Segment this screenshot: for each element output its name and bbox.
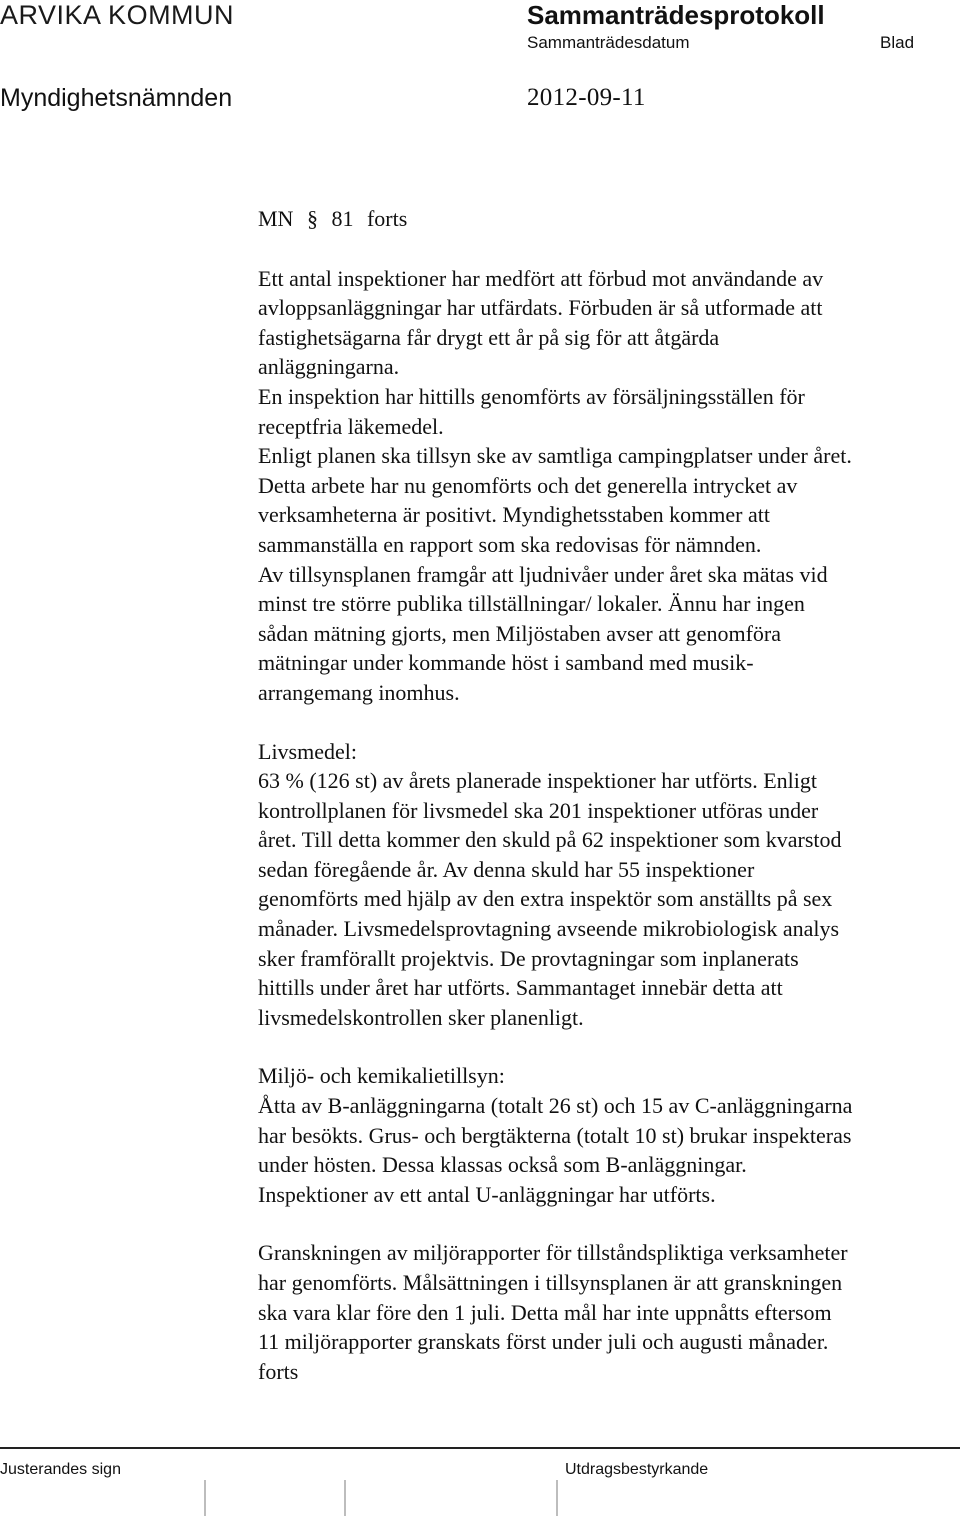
paragraph-symbol: § — [306, 206, 318, 231]
text-line: Inspektioner av ett antal U-anläggningar har utförts. — [258, 1181, 716, 1207]
certified-extract-label: Utdragsbestyrkande — [565, 1461, 709, 1478]
signature-box-divider — [556, 1480, 558, 1516]
text-line: har genomförts. Målsättningen i tillsynsplanen är att granskningen — [258, 1270, 843, 1295]
text-line: sammanställa en rapport som ska redovisas för nämnden. — [258, 531, 762, 557]
text-line: arrangemang inomhus. — [258, 679, 460, 705]
text-line: sker framförallt projektvis. De provtagningar som inplanerats — [258, 945, 799, 971]
text-line: En inspektion har hittills genomförts av försäljningsställen för — [258, 383, 805, 409]
text-line: anläggningarna. — [258, 354, 400, 380]
text-line: ska vara klar före den 1 juli. Detta mål har inte uppnåtts eftersom — [258, 1299, 832, 1325]
adjusters-sign-label: Justerandes sign — [0, 1461, 121, 1478]
section-reference — [258, 204, 958, 234]
text-line: kontrollplanen för livsmedel ska 201 inspektioner utföras under — [258, 797, 819, 823]
text-line: Detta arbete har nu genomförts och det generella intrycket av — [258, 472, 798, 498]
section-prefix: MN — [258, 206, 294, 231]
text-line: har besökts. Grus- och bergtäkterna (totalt 10 st) brukar inspekteras — [258, 1122, 852, 1148]
text-line: sådan mätning gjorts, men Miljöstaben avser att genomföra — [258, 620, 781, 646]
livsmedel-section — [258, 737, 958, 1033]
committee-name: Myndighetsnämnden — [0, 84, 233, 112]
inspection-paragraph — [258, 264, 958, 708]
text-line: 63 % (126 st) av årets planerade inspektioner har utförts. Enligt — [258, 768, 818, 794]
signature-box-divider — [344, 1480, 346, 1516]
text-line: mätningar under kommande höst i samband med musik- — [258, 650, 754, 676]
text-line: livsmedelskontrollen sker planenligt. — [258, 1004, 584, 1030]
text-line: under hösten. Dessa klassas också som B-anläggningar. — [258, 1152, 747, 1178]
meeting-date: 2012-09-11 — [527, 84, 646, 111]
text-line: fastighetsägarna får drygt ett år på sig för att åtgärda — [258, 324, 720, 350]
text-line: minst tre större publika tillställningar/ lokaler. Ännu har ingen — [258, 591, 805, 617]
text-line: sedan föregående år. Av denna skuld har 55 inspektioner — [258, 856, 755, 882]
text-line: Enligt planen ska tillsyn ske av samtliga campingplatser under året. — [258, 443, 852, 469]
text-line: året. Till detta kommer den skuld på 62 inspektioner som kvarstod — [258, 827, 842, 853]
section-number: 81 — [331, 206, 354, 231]
miljo-section — [258, 1061, 958, 1209]
text-line: månader. Livsmedelsprovtagning avseende mikrobiologisk analys — [258, 916, 840, 942]
text-line: Granskningen av miljörapporter för tillståndspliktiga verksamheter — [258, 1240, 848, 1266]
text-line: Av tillsynsplanen framgår att ljudnivåer under året ska mätas vid — [258, 561, 828, 587]
livsmedel-heading: Livsmedel: — [258, 738, 357, 764]
continued-label: forts — [366, 206, 408, 231]
text-line: hittills under året har utförts. Sammantaget innebär detta att — [258, 975, 783, 1001]
document-title: Sammanträdesprotokoll — [527, 0, 825, 30]
miljo-heading: Miljö- och kemikalietillsyn: — [258, 1063, 505, 1089]
text-line: Åtta av B-anläggningarna (totalt 26 st) och 15 av C-anläggningarna — [258, 1093, 853, 1119]
text-line: verksamheterna är positivt. Myndighetsstaben kommer att — [258, 502, 770, 528]
protocol-body — [258, 204, 958, 1386]
text-line: avloppsanläggningar har utfärdats. Förbuden är så utformade att — [258, 295, 823, 321]
meeting-date-label: Sammanträdesdatum — [527, 33, 690, 52]
text-line: genomförts med hjälp av den extra inspektör som anställts på sex — [258, 886, 833, 912]
text-line: receptfria läkemedel. — [258, 413, 444, 439]
text-line: 11 miljörapporter granskats först under juli och augusti månader. — [258, 1329, 829, 1355]
signature-box-divider — [204, 1480, 206, 1516]
page-label: Blad — [880, 33, 915, 52]
footer-divider — [0, 1447, 960, 1449]
text-line: Ett antal inspektioner har medfört att förbud mot användande av — [258, 265, 824, 291]
organization-name: ARVIKA KOMMUN — [0, 0, 235, 30]
granskning-section — [258, 1238, 958, 1386]
continued-marker: forts — [258, 1358, 299, 1384]
